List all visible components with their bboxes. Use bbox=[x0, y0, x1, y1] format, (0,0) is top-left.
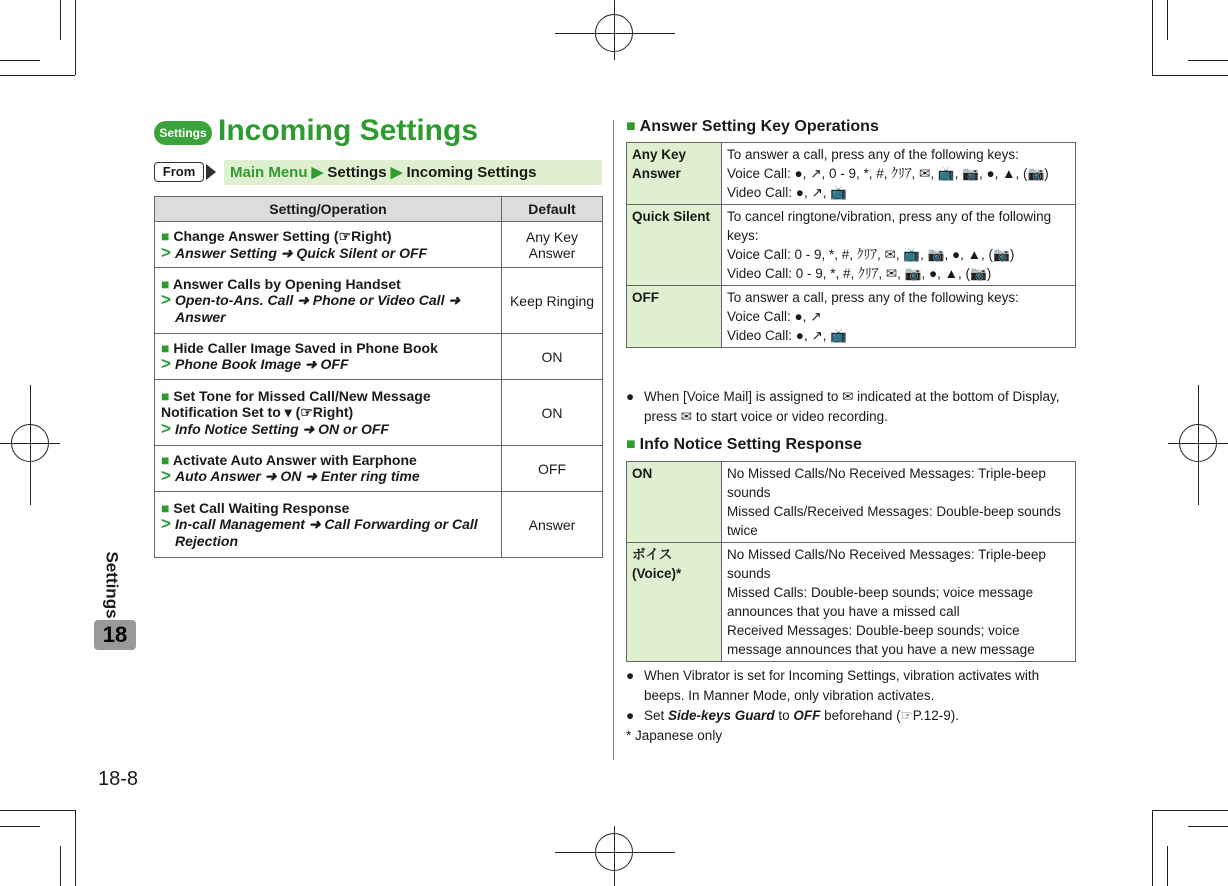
footnote: * Japanese only bbox=[626, 728, 723, 743]
table-row: ■ Set Call Waiting Response > In-call Management ➜ Call Forwarding or Call Rejection Answer bbox=[155, 492, 603, 558]
crop-mark bbox=[1152, 75, 1228, 76]
crop-mark bbox=[1152, 0, 1153, 75]
chapter-number: 18 bbox=[94, 620, 136, 650]
crop-mark bbox=[1152, 810, 1228, 811]
crop-mark bbox=[1167, 0, 1168, 40]
registration-circle bbox=[595, 14, 633, 52]
registration-circle bbox=[595, 833, 633, 871]
note-vibrator: ● When Vibrator is set for Incoming Settings, vibration activates with beeps. In Manner Mode, only vibration activates. bbox=[626, 668, 1040, 703]
note-voice-mail: ● When [Voice Mail] is assigned to ✉ indicated at the bottom of Display, press ✉ to start voice or video recording. bbox=[626, 389, 1060, 424]
table-row: OFF To answer a call, press any of the following keys: Voice Call: ●, ↗ Video Call: ●, ↗, 📺 bbox=[627, 286, 1076, 348]
path-sep-icon: ▶ bbox=[390, 164, 403, 181]
table-row: ボイス (Voice)* No Missed Calls/No Received Messages: Triple-beep sounds Missed Calls: Double-beep sounds; voice message announces that you have a missed call Received Messages: Double-beep sounds; voice message announces that you have a new message bbox=[627, 543, 1076, 662]
crop-mark bbox=[75, 810, 76, 886]
note-side-keys: ● Set Side-keys Guard to OFF beforehand (☞P.12-9). bbox=[626, 708, 960, 723]
crop-mark bbox=[60, 846, 61, 886]
table-row: Quick Silent To cancel ringtone/vibration, press any of the following keys: Voice Call: 0 - 9, *, #, ｸﾘｱ, ✉, 📺, 📷, ●, ▲, (📷) Video Call: 0 - 9, *, #, ｸﾘｱ, ✉, 📷, ●, ▲, (📷) bbox=[627, 205, 1076, 286]
column-divider bbox=[613, 120, 614, 760]
crop-mark bbox=[60, 0, 61, 40]
crop-mark bbox=[1188, 60, 1228, 61]
table-row: ■ Activate Auto Answer with Earphone > Auto Answer ➜ ON ➜ Enter ring time OFF bbox=[155, 446, 603, 492]
registration-circle bbox=[11, 424, 49, 462]
from-arrow-icon bbox=[206, 164, 216, 180]
menu-path bbox=[154, 160, 602, 185]
chapter-side-label: Settings bbox=[102, 551, 122, 619]
crop-mark bbox=[1152, 810, 1153, 886]
settings-badge: Settings bbox=[154, 121, 212, 145]
crop-mark bbox=[0, 75, 75, 76]
section-title: ■ Answer Setting Key Operations bbox=[626, 118, 879, 135]
table-row: ■ Hide Caller Image Saved in Phone Book > Phone Book Image ➜ OFF ON bbox=[155, 334, 603, 380]
section-title: ■ Info Notice Setting Response bbox=[626, 436, 862, 453]
table-row: ■ Answer Calls by Opening Handset > Open-to-Ans. Call ➜ Phone or Video Call ➜ Answer Keep Ringing bbox=[155, 268, 603, 334]
crop-mark bbox=[0, 810, 75, 811]
path-text: Main Menu ▶ Settings ▶ Incoming Settings bbox=[230, 164, 537, 181]
page-title: Incoming Settings bbox=[218, 114, 479, 147]
page-number: 18-8 bbox=[98, 768, 139, 790]
crop-mark bbox=[1188, 826, 1228, 827]
table-row: Any Key Answer To answer a call, press any of the following keys: Voice Call: ●, ↗, 0 - 9, *, #, ｸﾘｱ, ✉, 📺, 📷, ●, ▲, (📷) Video Call: ●, ↗, 📺 bbox=[627, 143, 1076, 205]
table-header: Setting/Operation Default bbox=[155, 197, 603, 222]
crop-mark bbox=[0, 60, 40, 61]
table-row: ■ Change Answer Setting (☞Right) > Answer Setting ➜ Quick Silent or OFF Any Key Answer bbox=[155, 222, 603, 268]
registration-circle bbox=[1179, 424, 1217, 462]
path-sep-icon: ▶ bbox=[311, 164, 324, 181]
crop-mark bbox=[75, 0, 76, 75]
table-row: ■ Set Tone for Missed Call/New Message Notification Set to ▾ (☞Right) > Info Notice Setting ➜ ON or OFF ON bbox=[155, 380, 603, 446]
answer-key-table bbox=[626, 142, 1076, 348]
info-notice-table bbox=[626, 461, 1076, 662]
settings-table bbox=[154, 196, 603, 558]
crop-mark bbox=[0, 826, 40, 827]
crop-mark bbox=[1167, 846, 1168, 886]
table-row: ON No Missed Calls/No Received Messages: Triple-beep sounds Missed Calls/Received Messages: Double-beep sounds twice bbox=[627, 462, 1076, 543]
from-label: From bbox=[154, 162, 204, 182]
